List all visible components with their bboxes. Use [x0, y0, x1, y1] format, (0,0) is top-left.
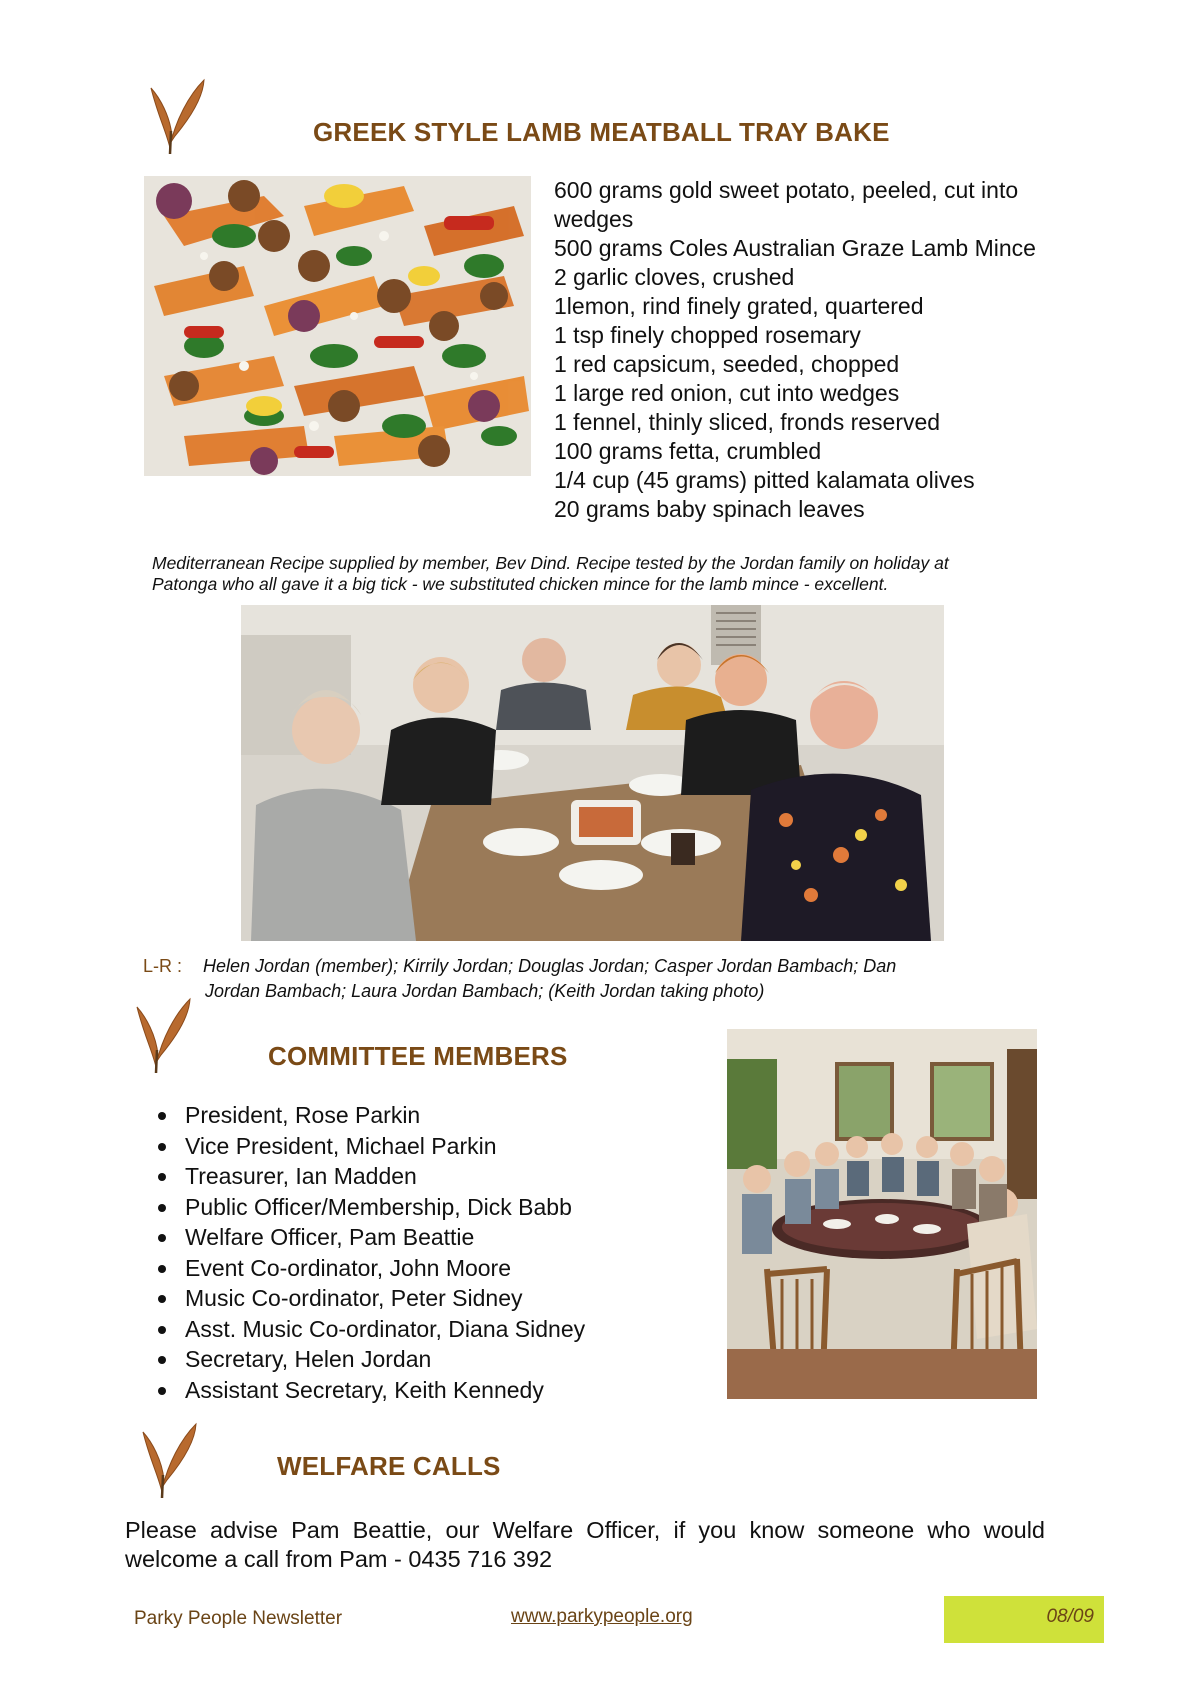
- committee-title: COMMITTEE MEMBERS: [268, 1041, 568, 1071]
- ingredient-item: 100 grams fetta, crumbled: [554, 438, 822, 464]
- ingredient-item: 1 fennel, thinly sliced, fronds reserved: [554, 409, 941, 435]
- committee-meeting-photo: [727, 1029, 1037, 1399]
- recipe-photo: [144, 176, 531, 476]
- committee-member: Secretary, Helen Jordan: [155, 1344, 585, 1375]
- welfare-text: Please advise Pam Beattie, our Welfare Officer, if you know someone who would welcome a call from Pam - 0435 716 392: [125, 1517, 1045, 1572]
- committee-member: President, Rose Parkin: [155, 1100, 585, 1131]
- committee-member: Welfare Officer, Pam Beattie: [155, 1222, 585, 1253]
- caption-line: Helen Jordan (member); Kirrily Jordan; Douglas Jordan; Casper Jordan Bambach; Dan: [203, 956, 897, 976]
- footer-newsletter-name: Parky People Newsletter: [134, 1608, 343, 1629]
- committee-member: Event Co-ordinator, John Moore: [155, 1253, 585, 1284]
- recipe-note-line: Mediterranean Recipe supplied by member, Bev Dind. Recipe tested by the Jordan family on holiday at: [152, 553, 949, 573]
- ingredient-item: 1 tsp finely chopped rosemary: [554, 322, 861, 348]
- ingredient-item: 20 grams baby spinach leaves: [554, 496, 865, 522]
- caption-prefix: L-R :: [143, 956, 183, 976]
- committee-member: Asst. Music Co-ordinator, Diana Sidney: [155, 1314, 585, 1345]
- ingredient-item: 600 grams gold sweet potato, peeled, cut into: [554, 177, 1019, 203]
- ingredient-item: 2 garlic cloves, crushed: [554, 264, 795, 290]
- ingredient-item: 1lemon, rind finely grated, quartered: [554, 293, 924, 319]
- recipe-title: GREEK STYLE LAMB MEATBALL TRAY BAKE: [313, 117, 890, 147]
- leaf-sprig-icon: [148, 76, 208, 156]
- footer-website-link[interactable]: www.parkypeople.org: [511, 1606, 693, 1627]
- leaf-sprig-icon: [134, 995, 194, 1075]
- ingredient-item: wedges: [554, 206, 634, 232]
- ingredient-item: 1/4 cup (45 grams) pitted kalamata olives: [554, 467, 975, 493]
- ingredient-list: [554, 176, 1114, 524]
- committee-member: Treasurer, Ian Madden: [155, 1161, 585, 1192]
- committee-member: Music Co-ordinator, Peter Sidney: [155, 1283, 585, 1314]
- recipe-note: [152, 553, 1092, 595]
- committee-member: Vice President, Michael Parkin: [155, 1131, 585, 1162]
- family-dinner-photo: [241, 605, 944, 941]
- leaf-sprig-icon: [140, 1420, 200, 1500]
- recipe-note-line: Patonga who all gave it a big tick - we substituted chicken mince for the lamb mince - excellent.: [152, 574, 889, 594]
- committee-member: Public Officer/Membership, Dick Babb: [155, 1192, 585, 1223]
- welfare-title: WELFARE CALLS: [277, 1451, 501, 1481]
- page-number: 08/09: [1046, 1606, 1094, 1627]
- committee-member: Assistant Secretary, Keith Kennedy: [155, 1375, 585, 1406]
- footer-page-box: [944, 1596, 1104, 1643]
- caption-line: Jordan Bambach; Laura Jordan Bambach; (Keith Jordan taking photo): [205, 981, 765, 1001]
- ingredient-item: 1 large red onion, cut into wedges: [554, 380, 900, 406]
- committee-list: [155, 1100, 585, 1405]
- photo-caption: [143, 954, 1143, 1004]
- ingredient-item: 1 red capsicum, seeded, chopped: [554, 351, 900, 377]
- ingredient-item: 500 grams Coles Australian Graze Lamb Mince: [554, 235, 1036, 261]
